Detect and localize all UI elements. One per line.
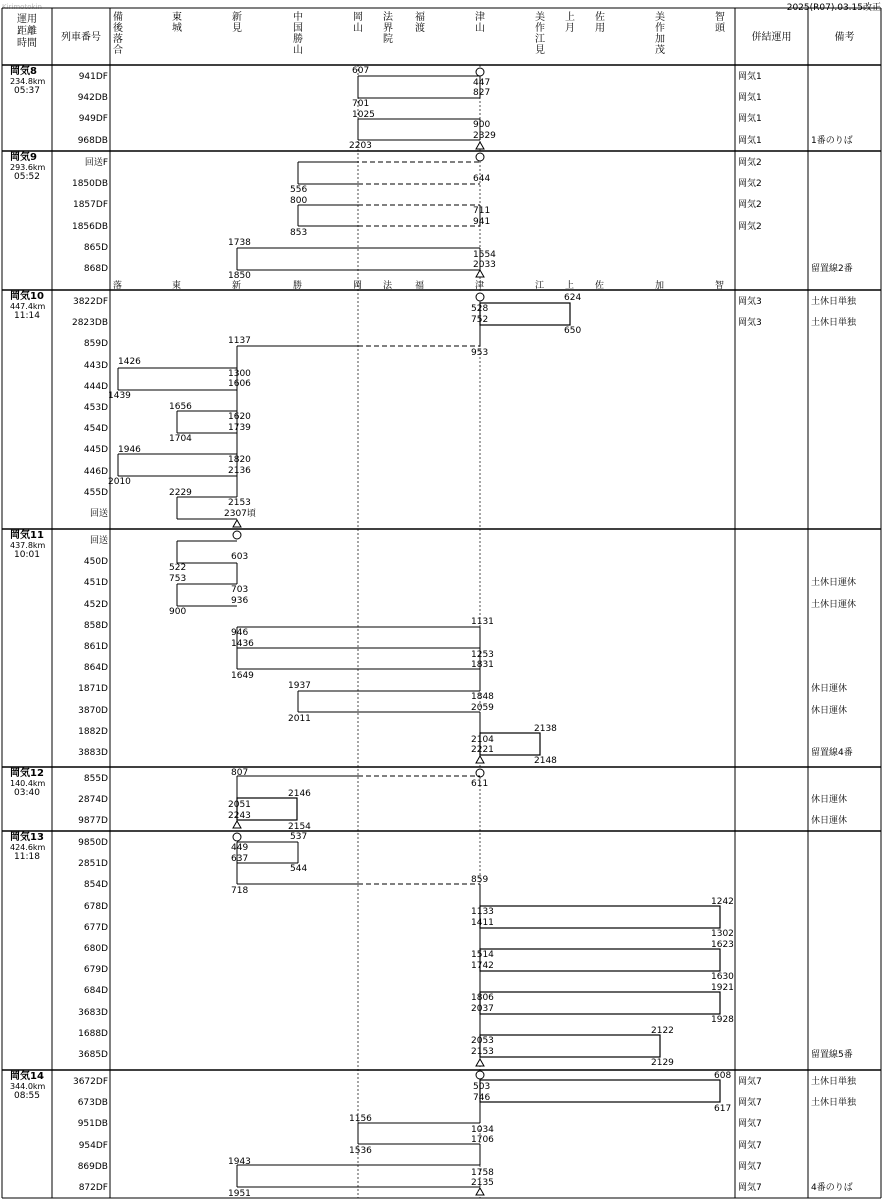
block-time: 05:52 [14,172,40,182]
station-header-0: 備 後 落 合 [113,12,123,56]
time-label: 2037 [471,1004,494,1014]
block-distance: 293.6km [10,163,46,172]
time-label: 941 [473,217,491,227]
time-label: 1514 [471,950,494,960]
remark: 土休日単独 [811,1098,857,1109]
time-label: 1253 [471,650,494,660]
remark: 土休日単独 [811,297,857,307]
block-distance: 447.4km [10,302,46,311]
time-label: 1831 [471,660,494,670]
heiketsu-unit: 岡気1 [738,135,762,146]
station-header-10: 佐 用 [595,12,605,34]
mid-station-9: 上 [565,281,575,291]
mid-station-5: 法 [383,281,393,291]
block-name: 岡気10 [10,291,44,302]
time-label: 853 [290,228,308,238]
mid-station-10: 佐 [595,281,605,291]
heiketsu-unit: 岡気7 [738,1140,762,1151]
train-number: 855D [83,774,108,784]
header-heiketsu: 併結運用 [751,32,792,43]
time-label: 2053 [471,1036,494,1046]
remark: 休日運休 [811,816,848,827]
time-label: 503 [473,1082,491,1092]
depot-in-triangle [476,142,484,149]
watermark: Kirimotokin [2,3,42,11]
time-label: 2203 [349,141,372,151]
time-label: 2104 [471,735,494,745]
train-number: 454D [83,424,108,435]
remark: 4番のりば [811,1183,853,1193]
time-label: 2221 [471,745,494,755]
block-time: 03:40 [14,788,40,798]
time-label: 946 [231,628,249,638]
time-label: 528 [471,304,489,314]
time-label: 2122 [651,1026,674,1036]
block-distance: 437.8km [10,541,46,550]
block-distance: 424.6km [10,843,46,852]
time-label: 800 [290,196,308,206]
mid-station-2: 新 [232,281,242,291]
train-number: 865D [83,242,108,253]
block-name: 岡気12 [10,768,44,779]
depot-out-circle [476,68,484,76]
time-label: 2033 [473,260,496,270]
header-biko: 備考 [834,32,855,43]
block-time: 05:37 [14,86,40,96]
time-label: 2135 [471,1178,494,1188]
time-label: 2146 [288,789,311,799]
train-number: 451D [83,578,108,589]
heiketsu-unit: 岡気1 [738,72,762,82]
train-number: 453D [83,403,108,413]
time-label: 1921 [711,983,734,993]
block-name: 岡気13 [10,832,44,843]
time-label: 624 [564,293,582,303]
time-label: 2148 [534,756,557,766]
station-header-7: 津 山 [475,12,485,34]
time-label: 1742 [471,961,494,971]
time-label: 1820 [228,455,251,465]
train-number: 868D [83,264,108,274]
time-label: 1928 [711,1015,734,1025]
depot-out-circle [476,1071,484,1079]
time-label: 936 [231,596,249,606]
time-label: 1806 [471,993,494,1003]
time-label: 1943 [228,1157,251,1167]
time-label: 746 [473,1093,491,1103]
station-header-5: 法 界 院 [383,12,393,45]
train-number: 941DF [78,72,108,82]
train-number: 1850DB [71,179,108,190]
train-number: 859D [83,339,108,350]
time-label: 2153 [471,1047,494,1057]
train-number: 452D [83,599,108,610]
time-label: 2154 [288,822,311,832]
train-number: 942DB [77,93,108,104]
mid-station-11: 加 [655,281,665,291]
train-number: 回送 [89,536,108,546]
time-label: 1131 [471,617,494,627]
block-time: 11:18 [14,852,40,862]
train-number: 443D [83,360,108,371]
depot-in-triangle [233,821,241,828]
heiketsu-unit: 岡気3 [738,318,762,329]
time-label: 1137 [228,336,251,346]
train-number: 684D [83,986,108,997]
train-number: 679D [83,965,108,976]
depot-in-triangle [476,1188,484,1195]
train-number: 954DF [78,1140,108,1151]
time-label: 900 [169,607,187,617]
time-label: 608 [714,1071,732,1081]
mid-station-6: 福 [415,281,425,291]
time-label: 2243 [228,811,251,821]
time-label: 1630 [711,972,734,982]
time-label: 1426 [118,357,141,367]
heiketsu-unit: 岡気2 [738,200,762,211]
station-header-4: 岡 山 [353,12,363,34]
time-label: 2051 [228,800,251,810]
depot-in-triangle [476,756,484,763]
mid-station-4: 岡 [353,281,363,291]
block-time: 11:14 [14,311,40,321]
time-label: 1656 [169,402,192,412]
remark: 留置線5番 [811,1050,853,1060]
block-time: 08:55 [14,1091,40,1101]
train-number: 869DB [77,1161,108,1172]
block-distance: 234.8km [10,77,46,86]
remark: 土休日単独 [811,318,857,329]
time-label: 2138 [534,724,557,734]
time-label: 1439 [108,391,131,401]
time-label: 2153 [228,498,251,508]
train-number: 864D [83,663,108,674]
heiketsu-unit: 岡気1 [738,114,762,125]
time-label: 701 [352,99,370,109]
station-header-9: 上 月 [565,12,575,34]
train-number: 450D [83,557,108,568]
block-time: 10:01 [14,550,40,560]
time-label: 1620 [228,412,251,422]
time-label: 1606 [228,379,251,389]
station-header-8: 美 作 江 見 [535,12,545,56]
time-label: 1302 [711,929,734,939]
heiketsu-unit: 岡気7 [738,1098,762,1109]
train-number: 9877D [78,816,108,827]
remark: 1番のりば [811,135,853,146]
block-name: 岡気8 [10,66,37,77]
station-header-3: 中 国 勝 山 [293,12,303,56]
time-label: 1300 [228,369,251,379]
time-label: 1649 [231,671,254,681]
train-number: 1882D [78,726,108,737]
time-label: 1739 [228,423,251,433]
time-label: 617 [714,1104,732,1114]
station-header-12: 智 頭 [715,12,725,34]
mid-station-3: 勝 [293,281,303,291]
time-label: 1242 [711,897,734,907]
depot-in-triangle [233,520,241,527]
time-label: 637 [231,854,249,864]
header-unyo: 運用 距離 時間 [17,14,37,49]
time-label: 650 [564,326,582,336]
time-label: 1156 [349,1114,372,1124]
header-train-no: 列車番号 [61,32,101,43]
revision-date: 2025(R07).03.15改正 [786,3,881,13]
block-distance: 140.4km [10,779,46,788]
time-label: 859 [471,875,489,885]
train-number: 949DF [78,114,108,125]
train-number: 444D [83,381,108,392]
time-label: 449 [231,843,249,853]
depot-out-circle [233,531,241,539]
time-label: 752 [471,315,489,325]
run-box [480,906,720,928]
time-label: 1951 [228,1189,251,1199]
train-number: 2851D [78,859,108,870]
time-label: 644 [473,174,491,184]
remark: 休日運休 [811,705,848,716]
time-label: 2229 [169,488,192,498]
time-label: 718 [231,886,249,896]
depot-out-circle [476,293,484,301]
time-label: 2129 [651,1058,674,1068]
heiketsu-unit: 岡気2 [738,179,762,190]
heiketsu-unit: 岡気3 [738,297,762,307]
train-number: 1688D [78,1028,108,1039]
depot-out-circle [476,153,484,161]
time-label: 1623 [711,940,734,950]
station-header-6: 福 渡 [415,12,425,34]
train-number: 968DB [77,135,108,146]
train-number: 445D [83,445,108,456]
time-label: 827 [473,88,491,98]
heiketsu-unit: 岡気7 [738,1183,762,1193]
train-number: 446D [83,466,108,477]
time-label: 2011 [288,714,311,724]
time-label: 1436 [231,639,254,649]
train-number: 678D [83,901,108,912]
train-number: 2823DB [71,318,108,329]
time-label: 1025 [352,110,375,120]
time-label: 611 [471,779,489,789]
train-number: 680D [83,944,108,954]
mid-station-1: 東 [172,281,182,291]
train-number: 9850D [78,838,108,848]
block-name: 岡気9 [10,152,37,163]
train-number: 673DB [77,1098,108,1109]
train-number: 回送F [84,158,108,168]
time-label: 1706 [471,1135,494,1145]
time-label: 953 [471,348,489,358]
train-number: 858D [83,620,108,631]
train-number: 3883D [78,748,108,758]
time-label: 900 [473,120,491,130]
run-box [480,949,720,971]
time-label: 556 [290,185,308,195]
station-header-1: 東 城 [172,12,182,34]
block-name: 岡気14 [10,1071,44,1082]
block-name: 岡気11 [10,530,44,541]
time-label: 2307頃 [224,509,256,519]
time-label: 711 [473,206,491,216]
time-label: 1758 [471,1168,494,1178]
run-box [480,1080,720,1102]
train-number: 951DB [77,1119,108,1130]
time-label: 2329 [473,131,496,141]
time-label: 603 [231,552,249,562]
run-box [480,1035,660,1057]
mid-station-12: 智 [715,281,725,291]
time-label: 1034 [471,1125,494,1135]
heiketsu-unit: 岡気7 [738,1161,762,1172]
depot-in-triangle [476,270,484,277]
time-label: 544 [290,864,308,874]
heiketsu-unit: 岡気2 [738,221,762,232]
time-label: 537 [290,832,308,842]
remark: 留置線4番 [811,748,853,758]
run-box [480,992,720,1014]
time-label: 1946 [118,445,141,455]
time-label: 1704 [169,434,192,444]
time-label: 703 [231,585,249,595]
time-label: 2059 [471,703,494,713]
time-label: 1133 [471,907,494,917]
time-label: 753 [169,574,187,584]
time-label: 1554 [473,250,496,260]
heiketsu-unit: 岡気7 [738,1077,762,1087]
heiketsu-unit: 岡気7 [738,1119,762,1130]
mid-station-8: 江 [535,281,545,291]
time-label: 1738 [228,238,251,248]
remark: 土休日単独 [811,1077,857,1087]
train-number: 3672DF [72,1077,108,1087]
time-label: 1937 [288,681,311,691]
time-label: 1536 [349,1146,372,1156]
remark: 休日運休 [811,684,848,695]
remark: 留置線2番 [811,264,853,274]
train-number: 3685D [78,1050,108,1060]
train-number: 854D [83,880,108,891]
mid-station-0: 落 [113,281,123,291]
time-label: 1411 [471,918,494,928]
train-number: 3870D [78,705,108,716]
time-label: 807 [231,768,249,778]
station-header-11: 美 作 加 茂 [655,12,665,56]
time-label: 2136 [228,466,251,476]
train-number: 回送 [89,509,108,519]
depot-in-triangle [476,1059,484,1066]
train-number: 872DF [78,1183,108,1193]
heiketsu-unit: 岡気1 [738,93,762,104]
time-label: 447 [473,78,491,88]
heiketsu-unit: 岡気2 [738,158,762,168]
remark: 土休日運休 [811,599,857,610]
train-number: 2874D [78,795,108,806]
train-number: 861D [83,642,108,652]
remark: 休日運休 [811,795,848,806]
train-number: 1856DB [71,221,108,232]
train-number: 1857DF [72,200,108,211]
train-number: 3683D [78,1007,108,1018]
train-number: 455D [83,487,108,498]
remark: 土休日運休 [811,578,857,589]
time-label: 1850 [228,271,251,281]
train-number: 3822DF [72,297,108,307]
time-label: 522 [169,563,187,573]
time-label: 1848 [471,692,494,702]
block-distance: 344.0km [10,1082,46,1091]
depot-out-circle [233,833,241,841]
run-box [480,303,570,325]
time-label: 2010 [108,477,131,487]
mid-station-7: 津 [475,281,485,291]
train-number: 677D [83,922,108,933]
train-number: 1871D [78,684,108,695]
time-label: 607 [352,66,370,76]
station-header-2: 新 見 [232,12,242,34]
